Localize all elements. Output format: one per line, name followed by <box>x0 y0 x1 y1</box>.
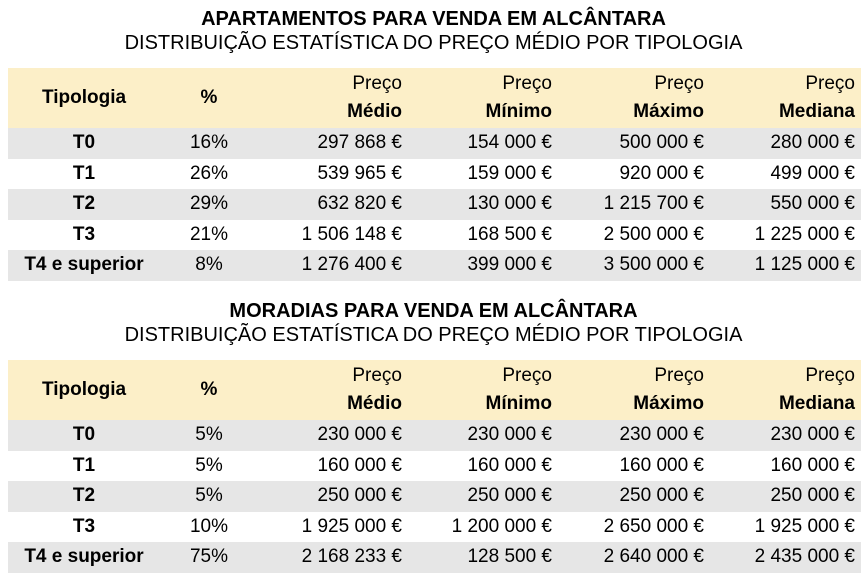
header-minimo-label: Mínimo <box>485 101 552 122</box>
cell-pct: 5% <box>195 485 223 507</box>
cell-tipologia: T4 e superior <box>24 254 144 276</box>
header-minimo-label: Mínimo <box>485 393 552 414</box>
table-row <box>8 542 861 573</box>
cell-tipologia: T3 <box>72 223 96 245</box>
cell-mediana: 250 000 € <box>770 485 855 507</box>
header-mediana <box>710 68 861 128</box>
header-pct: % <box>200 87 218 108</box>
header-preco-label: Preço <box>502 365 552 386</box>
table-row <box>8 159 861 190</box>
cell-mediana: 550 000 € <box>770 193 855 215</box>
cell-tipologia: T1 <box>72 162 96 184</box>
table-row <box>8 189 861 220</box>
cell-pct: 5% <box>195 424 223 446</box>
table-row <box>8 481 861 512</box>
cell-tipologia: T2 <box>72 193 96 215</box>
cell-maximo: 160 000 € <box>619 454 704 476</box>
cell-medio: 297 868 € <box>317 132 402 154</box>
cell-minimo: 250 000 € <box>467 485 552 507</box>
cell-mediana: 2 435 000 € <box>754 546 855 568</box>
cell-maximo: 250 000 € <box>619 485 704 507</box>
header-tipologia: Tipologia <box>41 379 127 400</box>
cell-tipologia: T1 <box>72 454 96 476</box>
cell-maximo: 3 500 000 € <box>603 254 704 276</box>
cell-maximo: 500 000 € <box>619 132 704 154</box>
header-medio-label: Médio <box>347 393 402 414</box>
cell-pct: 21% <box>189 223 229 245</box>
header-maximo <box>558 360 710 420</box>
cell-minimo: 1 200 000 € <box>451 515 552 537</box>
header-mediana-label: Mediana <box>778 101 855 122</box>
header-preco-label: Preço <box>805 365 855 386</box>
cell-tipologia: T3 <box>72 515 96 537</box>
cell-pct: 26% <box>189 162 229 184</box>
cell-minimo: 168 500 € <box>467 223 552 245</box>
header-preco-label: Preço <box>502 73 552 94</box>
moradias-table <box>8 360 861 573</box>
table-row <box>8 128 861 159</box>
cell-maximo: 1 215 700 € <box>603 193 704 215</box>
table-row <box>8 220 861 251</box>
cell-mediana: 1 225 000 € <box>754 223 855 245</box>
header-pct: % <box>200 379 218 400</box>
header-maximo-label: Máximo <box>633 101 704 122</box>
cell-medio: 2 168 233 € <box>301 546 402 568</box>
cell-mediana: 1 125 000 € <box>754 254 855 276</box>
header-minimo <box>408 68 558 128</box>
section-subtitle: DISTRIBUIÇÃO ESTATÍSTICA DO PREÇO MÉDIO POR TIPOLOGIA <box>124 32 743 54</box>
section-title: MORADIAS PARA VENDA EM ALCÂNTARA <box>229 300 638 322</box>
cell-pct: 75% <box>189 546 229 568</box>
cell-mediana: 160 000 € <box>770 454 855 476</box>
section-subtitle: DISTRIBUIÇÃO ESTATÍSTICA DO PREÇO MÉDIO POR TIPOLOGIA <box>124 324 743 346</box>
header-mediana-label: Mediana <box>778 393 855 414</box>
cell-medio: 1 925 000 € <box>301 515 402 537</box>
cell-minimo: 130 000 € <box>467 193 552 215</box>
table-row <box>8 451 861 482</box>
cell-maximo: 2 640 000 € <box>603 546 704 568</box>
header-preco-label: Preço <box>654 73 704 94</box>
table-header-row <box>8 68 861 128</box>
cell-medio: 539 965 € <box>317 162 402 184</box>
cell-maximo: 2 650 000 € <box>603 515 704 537</box>
section-title: APARTAMENTOS PARA VENDA EM ALCÂNTARA <box>201 8 666 30</box>
header-medio <box>258 360 408 420</box>
cell-mediana: 280 000 € <box>770 132 855 154</box>
header-mediana <box>710 360 861 420</box>
apartamentos-section <box>0 0 867 276</box>
cell-pct: 8% <box>195 254 223 276</box>
cell-medio: 1 276 400 € <box>301 254 402 276</box>
cell-medio: 230 000 € <box>317 424 402 446</box>
header-minimo <box>408 360 558 420</box>
cell-tipologia: T2 <box>72 485 96 507</box>
cell-maximo: 2 500 000 € <box>603 223 704 245</box>
cell-tipologia: T4 e superior <box>24 546 144 568</box>
cell-tipologia: T0 <box>72 132 96 154</box>
table-row <box>8 512 861 543</box>
cell-minimo: 399 000 € <box>467 254 552 276</box>
apartamentos-table <box>8 68 861 281</box>
cell-medio: 632 820 € <box>317 193 402 215</box>
cell-minimo: 230 000 € <box>467 424 552 446</box>
cell-pct: 29% <box>189 193 229 215</box>
header-preco-label: Preço <box>654 365 704 386</box>
table-row <box>8 250 861 281</box>
header-preco-label: Preço <box>352 73 402 94</box>
table-row <box>8 420 861 451</box>
cell-mediana: 499 000 € <box>770 162 855 184</box>
cell-minimo: 159 000 € <box>467 162 552 184</box>
header-medio-label: Médio <box>347 101 402 122</box>
header-preco-label: Preço <box>352 365 402 386</box>
cell-tipologia: T0 <box>72 424 96 446</box>
cell-minimo: 154 000 € <box>467 132 552 154</box>
cell-pct: 16% <box>189 132 229 154</box>
cell-medio: 160 000 € <box>317 454 402 476</box>
table-header-row <box>8 360 861 420</box>
cell-minimo: 160 000 € <box>467 454 552 476</box>
cell-mediana: 230 000 € <box>770 424 855 446</box>
cell-mediana: 1 925 000 € <box>754 515 855 537</box>
header-medio <box>258 68 408 128</box>
cell-minimo: 128 500 € <box>467 546 552 568</box>
moradias-section <box>0 292 867 568</box>
header-preco-label: Preço <box>805 73 855 94</box>
cell-maximo: 230 000 € <box>619 424 704 446</box>
cell-pct: 10% <box>189 515 229 537</box>
cell-pct: 5% <box>195 454 223 476</box>
header-maximo-label: Máximo <box>633 393 704 414</box>
header-maximo <box>558 68 710 128</box>
cell-medio: 1 506 148 € <box>301 223 402 245</box>
cell-medio: 250 000 € <box>317 485 402 507</box>
header-tipologia: Tipologia <box>41 87 127 108</box>
cell-maximo: 920 000 € <box>619 162 704 184</box>
